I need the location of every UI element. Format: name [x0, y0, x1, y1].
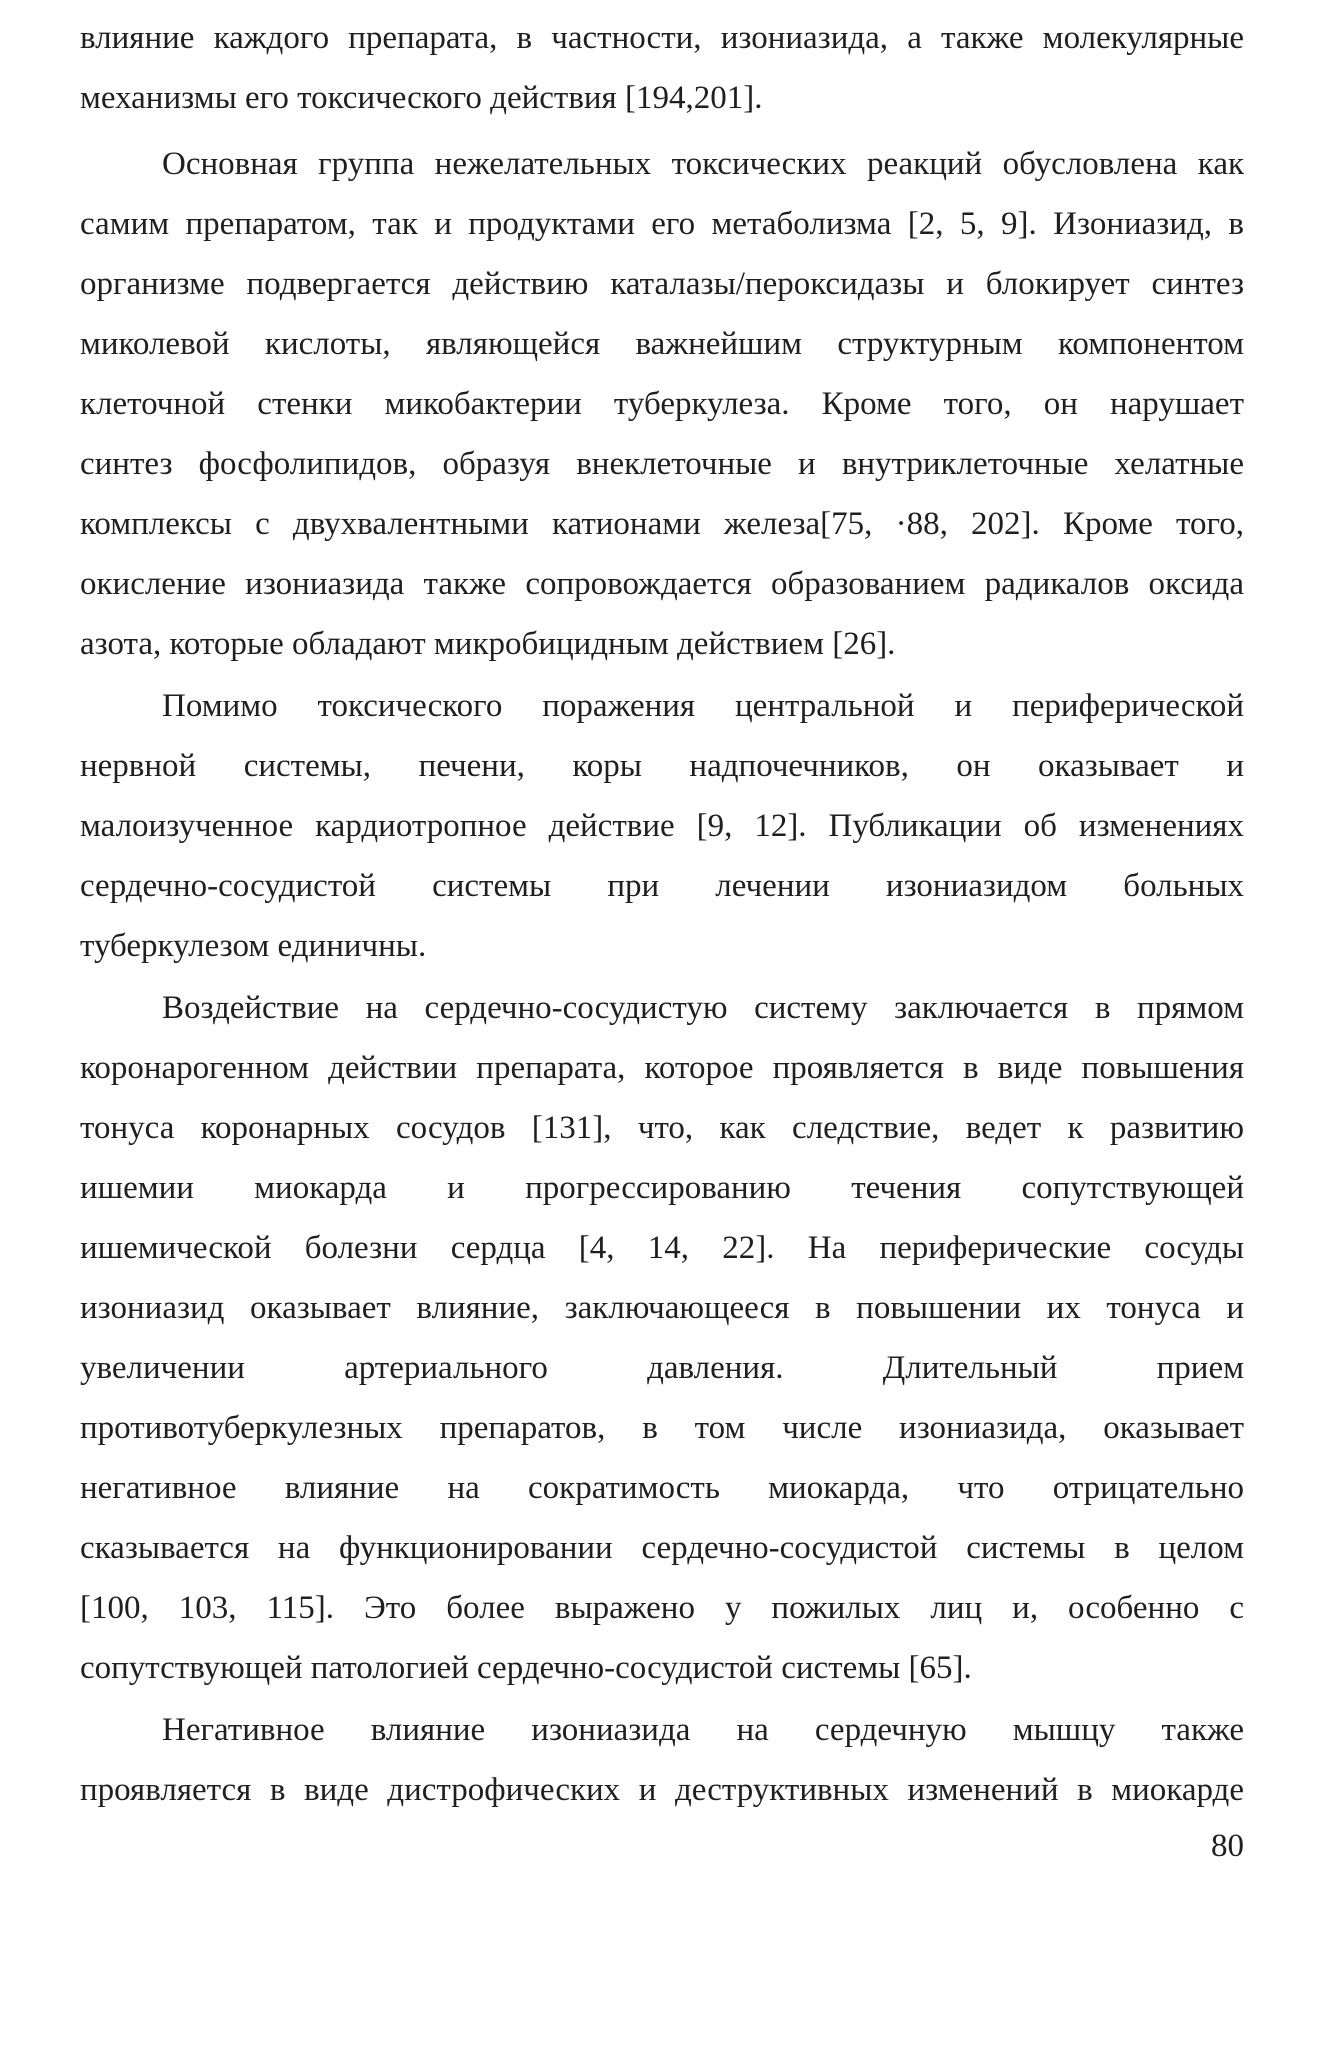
text-line: малоизученное кардиотропное действие [9, 12]. Публикации об изменениях: [80, 808, 1244, 844]
text-line: миколевой кислоты, являющейся важнейшим структурным компонентом: [80, 326, 1244, 362]
text-line: комплексы с двухвалентными катионами железа[75, ·88, 202]. Кроме того,: [80, 506, 1244, 542]
text-line: коронарогенном действии препарата, которое проявляется в виде повышения: [80, 1050, 1244, 1086]
text-line: тонуса коронарных сосудов [131], что, как следствие, ведет к развитию: [80, 1110, 1244, 1146]
text-line: негативное влияние на сократимость миокарда, что отрицательно: [80, 1470, 1244, 1506]
text-line: Негативное влияние изониазида на сердечную мышцу также: [162, 1712, 1244, 1748]
text-line: клеточной стенки микобактерии туберкулеза. Кроме того, он нарушает: [80, 386, 1244, 422]
text-line: синтез фосфолипидов, образуя внеклеточные и внутриклеточные хелатные: [80, 446, 1244, 482]
text-line: Основная группа нежелательных токсических реакций обусловлена как: [162, 146, 1244, 182]
text-line: сердечно-сосудистой системы при лечении изониазидом больных: [80, 868, 1244, 904]
text-line: противотуберкулезных препаратов, в том числе изониазида, оказывает: [80, 1410, 1244, 1446]
text-line: организме подвергается действию каталазы/пероксидазы и блокирует синтез: [80, 266, 1244, 302]
text-line: увеличении артериального давления. Длительный прием: [80, 1350, 1244, 1386]
text-line: влияние каждого препарата, в частности, изониазида, а также молекулярные: [80, 20, 1244, 56]
text-line: проявляется в виде дистрофических и деструктивных изменений в миокарде: [80, 1772, 1244, 1808]
text-line: изониазид оказывает влияние, заключающееся в повышении их тонуса и: [80, 1290, 1244, 1326]
text-line: ишемии миокарда и прогрессированию течения сопутствующей: [80, 1170, 1244, 1206]
text-line: нервной системы, печени, коры надпочечников, он оказывает и: [80, 748, 1244, 784]
page-number: 80: [1211, 1828, 1244, 1864]
text-line: сказывается на функционировании сердечно-сосудистой системы в целом: [80, 1530, 1244, 1566]
text-line: Воздействие на сердечно-сосудистую систему заключается в прямом: [162, 990, 1244, 1026]
text-line: Помимо токсического поражения центральной и периферической: [162, 688, 1244, 724]
text-line: [100, 103, 115]. Это более выражено у пожилых лиц и, особенно с: [80, 1590, 1244, 1626]
text-line: сопутствующей патологией сердечно-сосудистой системы [65].: [80, 1650, 972, 1686]
text-line: туберкулезом единичны.: [80, 928, 427, 964]
text-line: азота, которые обладают микробицидным действием [26].: [80, 626, 896, 662]
text-line: механизмы его токсического действия [194,201].: [80, 80, 763, 116]
text-line: окисление изониазида также сопровождается образованием радикалов оксида: [80, 566, 1244, 602]
text-line: ишемической болезни сердца [4, 14, 22]. На периферические сосуды: [80, 1230, 1244, 1266]
text-line: самим препаратом, так и продуктами его метаболизма [2, 5, 9]. Изониазид, в: [80, 206, 1244, 242]
